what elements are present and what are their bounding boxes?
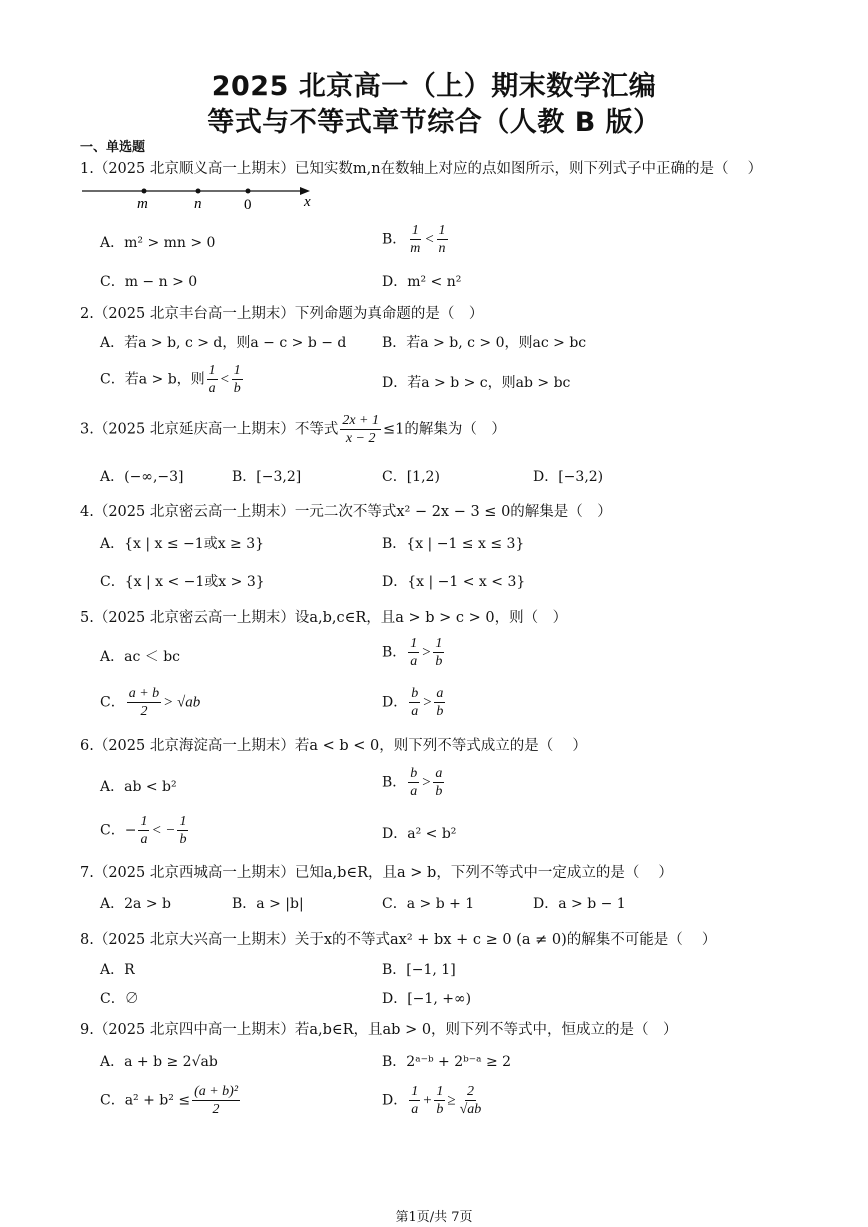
option-prefix: D． <box>382 1092 408 1109</box>
label-zero: 0 <box>244 197 252 212</box>
q5-option-a[interactable]: A．ac ＜ bc <box>100 649 181 665</box>
option-prefix: B． <box>382 644 407 661</box>
q4-option-b[interactable]: B．{x | −1 ≤ x ≤ 3} <box>382 536 525 552</box>
fraction: $\frac{1}{a}$ <box>140 814 148 847</box>
q8-option-b[interactable]: B．[−1, 1] <box>382 962 456 978</box>
fraction: $\frac{1}{a}$ <box>410 636 418 669</box>
q2-option-a[interactable]: A．若a > b, c > d，则a − c > b − d <box>100 335 347 351</box>
q4-option-a[interactable]: A．{x | x ≤ −1或x ≥ 3} <box>100 536 265 552</box>
relation: > <box>422 694 433 711</box>
label-m: m <box>137 196 148 212</box>
option-prefix: B． <box>382 231 407 248</box>
q7-option-b[interactable]: B．a > |b| <box>232 896 304 912</box>
q2-option-d[interactable]: D．若a > b > c，则ab > bc <box>382 375 571 391</box>
fraction: $\frac{2}{√ab}$ <box>459 1084 482 1117</box>
q6-option-a[interactable]: A．ab < b² <box>100 779 177 795</box>
q1-option-d[interactable]: D．m² < n² <box>382 274 462 290</box>
point-m <box>142 189 147 194</box>
fraction: $\frac{1}{b}$ <box>233 363 241 396</box>
q6-option-d[interactable]: D．a² < b² <box>382 826 457 842</box>
option-prefix: C．− <box>100 822 137 839</box>
q3-option-d[interactable]: D．[−3,2) <box>533 469 604 485</box>
fraction: $\frac{a}{b}$ <box>435 766 443 799</box>
question-3-stem <box>80 412 506 447</box>
label-n: n <box>194 196 202 212</box>
q3-option-a[interactable]: A．(−∞,−3] <box>100 469 184 485</box>
fraction: $\frac{b}{a}$ <box>411 686 419 719</box>
option-prefix: B． <box>382 774 407 791</box>
q2-option-c[interactable] <box>100 362 245 397</box>
q8-option-a[interactable]: A．R <box>100 962 135 978</box>
stem-text: 3.（2025 北京延庆高一上期末）不等式 <box>80 421 339 438</box>
q9-option-b[interactable]: B．2ᵃ⁻ᵇ + 2ᵇ⁻ᵃ ≥ 2 <box>382 1054 512 1070</box>
q7-option-a[interactable]: A．2a > b <box>100 896 171 912</box>
fraction: $\frac{1}{n}$ <box>438 223 446 256</box>
q1-option-b[interactable] <box>382 222 450 257</box>
label-x: x <box>304 194 311 210</box>
relation: < <box>424 231 435 248</box>
doc-title-line2: 等式与不等式章节综合（人教 B 版） <box>207 107 661 138</box>
q7-option-c[interactable]: C．a > b + 1 <box>382 896 475 912</box>
q5-option-b[interactable] <box>382 635 446 670</box>
point-zero <box>246 189 251 194</box>
fraction: $\frac{1}{b}$ <box>179 814 187 847</box>
relation: < <box>219 371 230 388</box>
q6-option-c[interactable] <box>100 813 190 848</box>
fraction: $\frac{1}{m}$ <box>410 223 421 256</box>
fraction: $\frac{2x + 1}{x - 2}$ <box>342 413 380 446</box>
q4-option-c[interactable]: C．{x | x < −1或x > 3} <box>100 574 265 590</box>
fraction: $\frac{\text{(a + b)²}}{2}$ <box>194 1084 239 1117</box>
option-prefix: C．a² + b² ≤ <box>100 1092 191 1109</box>
q1-option-a[interactable]: A．m² > mn > 0 <box>100 235 216 251</box>
question-2-stem: 2.（2025 北京丰台高一上期末）下列命题为真命题的是（ ） <box>80 306 484 322</box>
q3-option-b[interactable]: B．[−3,2] <box>232 469 302 485</box>
question-4-stem: 4.（2025 北京密云高一上期末）一元二次不等式x² − 2x − 3 ≤ 0的解集是（ ） <box>80 504 612 520</box>
question-1-stem: 1.（2025 北京顺义高一上期末）已知实数m,n在数轴上对应的点如图所示，则下列式子中正确的是（ ） <box>80 161 763 177</box>
question-5-stem: 5.（2025 北京密云高一上期末）设a,b,c∈R，且a > b > c > 0，则（ ） <box>80 610 568 626</box>
fraction: $\frac{b}{a}$ <box>410 766 418 799</box>
q6-option-b[interactable] <box>382 765 446 800</box>
q2-option-b[interactable]: B．若a > b, c > 0，则ac > bc <box>382 335 587 351</box>
section-heading: 一、单选题 <box>80 140 146 155</box>
fraction: $\frac{a + b}{2}$ <box>128 686 160 719</box>
option-prefix: D． <box>382 694 408 711</box>
q9-option-c[interactable] <box>100 1083 242 1118</box>
fraction: $\frac{1}{a}$ <box>208 363 216 396</box>
q5-option-d[interactable] <box>382 685 447 720</box>
fraction: $\frac{1}{b}$ <box>436 1084 444 1117</box>
question-9-stem: 9.（2025 北京四中高一上期末）若a,b∈R，且ab > 0，则下列不等式中，恒成立的是（ ） <box>80 1022 678 1038</box>
relation: > √ab <box>163 694 201 711</box>
relation: + <box>422 1092 433 1109</box>
relation: ≥ <box>447 1092 456 1109</box>
question-6-stem: 6.（2025 北京海淀高一上期末）若a < b < 0，则下列不等式成立的是（ ） <box>80 738 587 754</box>
relation: > <box>421 644 432 661</box>
option-prefix: C． <box>100 694 125 711</box>
relation: > <box>421 774 432 791</box>
q8-option-c[interactable]: C．∅ <box>100 991 139 1007</box>
stem-text: ≤1的解集为（ ） <box>383 421 506 438</box>
fraction: $\frac{1}{a}$ <box>411 1084 419 1117</box>
fraction: $\frac{a}{b}$ <box>436 686 444 719</box>
q1-option-c[interactable]: C．m − n > 0 <box>100 274 198 290</box>
q9-option-a[interactable]: A．a + b ≥ 2√ab <box>100 1054 218 1070</box>
question-8-stem: 8.（2025 北京大兴高一上期末）关于x的不等式ax² + bx + c ≥ 0 (a ≠ 0)的解集不可能是（ ） <box>80 932 717 948</box>
q9-option-d[interactable] <box>382 1083 485 1118</box>
q7-option-d[interactable]: D．a > b − 1 <box>533 896 626 912</box>
q8-option-d[interactable]: D．[−1, +∞) <box>382 991 472 1007</box>
q4-option-d[interactable]: D．{x | −1 < x < 3} <box>382 574 526 590</box>
question-7-stem: 7.（2025 北京西城高一上期末）已知a,b∈R，且a > b，下列不等式中一定成立的是（ ） <box>80 865 673 881</box>
fraction: $\frac{1}{b}$ <box>435 636 443 669</box>
option-prefix: C．若a > b，则 <box>100 371 205 388</box>
q5-option-c[interactable] <box>100 685 200 720</box>
relation: < − <box>151 822 176 839</box>
page-footer: 第1页/共 7页 <box>395 1210 473 1225</box>
q3-option-c[interactable]: C．[1,2) <box>382 469 440 485</box>
number-line <box>78 182 328 212</box>
doc-title-line1: 2025 北京高一（上）期末数学汇编 <box>211 71 657 102</box>
point-n <box>196 189 201 194</box>
